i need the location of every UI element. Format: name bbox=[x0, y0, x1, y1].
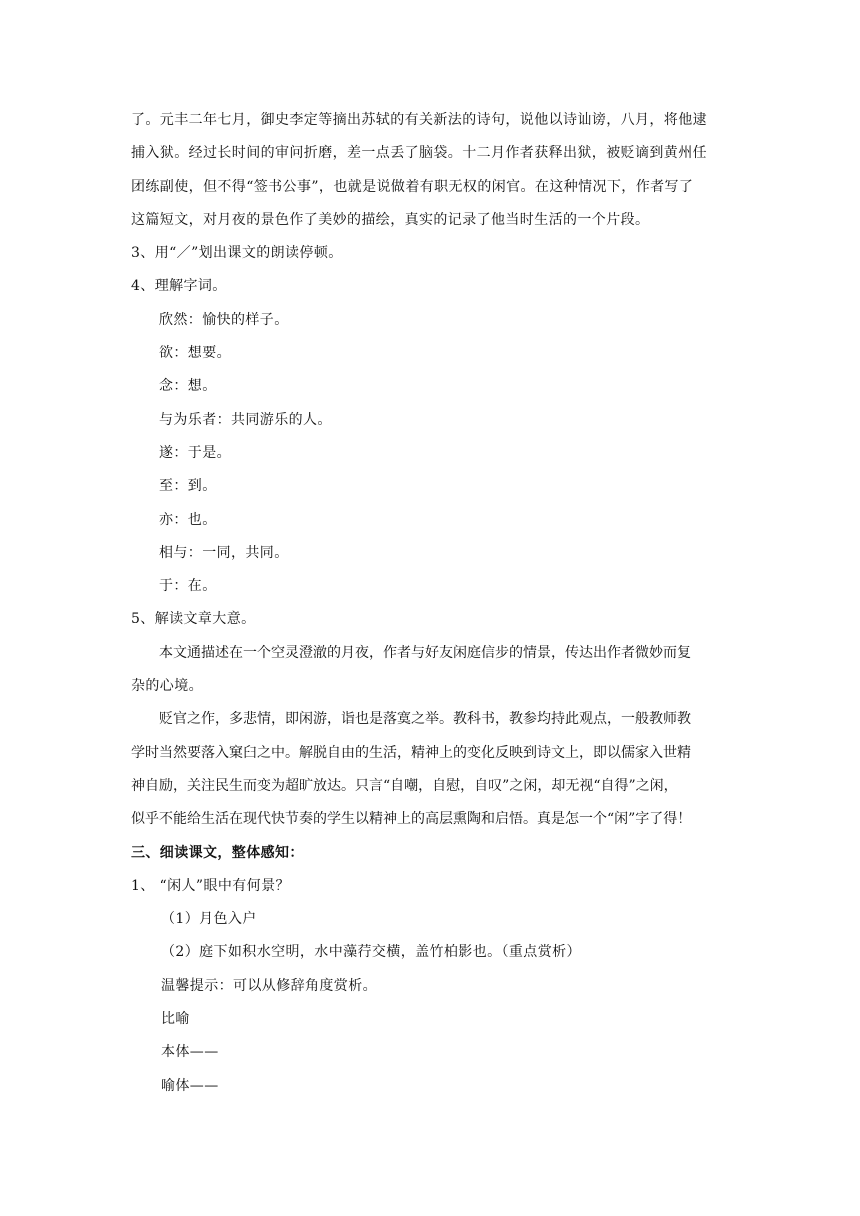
vocab-item: 与为乐者：共同游乐的人。 bbox=[159, 411, 332, 428]
vocab-item: 念：想。 bbox=[159, 378, 217, 395]
vocab-item: 于：在。 bbox=[159, 578, 217, 595]
commentary-line-1: 贬官之作，多悲情，即闲游，诣也是落寞之举。教科书，教参均持此观点，一般教师教 bbox=[159, 711, 691, 728]
q1-item-1: （1）月色入户 bbox=[161, 911, 257, 928]
vocab-item: 至：到。 bbox=[159, 478, 217, 495]
summary-line-2: 杂的心境。 bbox=[131, 678, 203, 695]
commentary-line-4: 似乎不能给生活在现代快节奏的学生以精神上的高层熏陶和启悟。真是怎一个“闲”字了得！ bbox=[131, 811, 692, 828]
intro-line-2: 捕入狱。经过长时间的审问折磨，差一点丢了脑袋。十二月作者获释出狱，被贬谪到黄州任 bbox=[131, 145, 707, 162]
vocab-item: 亦：也。 bbox=[159, 511, 217, 528]
vocab-item: 欲：想要。 bbox=[159, 345, 231, 362]
intro-line-4: 这篇短文，对月夜的景色作了美妙的描绘，真实的记录了他当时生活的一个片段。 bbox=[131, 211, 650, 228]
item-3: 3、用“／”划出课文的朗读停顿。 bbox=[131, 245, 343, 262]
hint-line: 温馨提示：可以从修辞角度赏析。 bbox=[161, 977, 377, 994]
vocab-item: 遂：于是。 bbox=[159, 444, 231, 461]
vocab-item: 欣然：愉快的样子。 bbox=[159, 311, 289, 328]
item-5: 5、解读文章大意。 bbox=[131, 611, 256, 628]
intro-line-1: 了。元丰二年七月，御史李定等摘出苏轼的有关新法的诗句，说他以诗讪谤，八月，将他逮 bbox=[131, 112, 707, 128]
question-1: 1、 “闲人”眼中有何景？ bbox=[131, 877, 290, 894]
q1-item-2: （2）庭下如积水空明，水中藻荇交横，盖竹柏影也。（重点赏析） bbox=[161, 944, 581, 961]
document-body bbox=[131, 104, 731, 1103]
item-4: 4、理解字词。 bbox=[131, 278, 227, 295]
intro-line-3: 团练副使，但不得“签书公事”，也就是说做着有职无权的闲官。在这种情况下，作者写了 bbox=[131, 178, 694, 195]
commentary-line-3: 神自励，关注民生而变为超旷放达。只言“自嘲，自慰，自叹”之闲，却无视“自得”之闲， bbox=[131, 777, 678, 794]
hint-line: 比喻 bbox=[161, 1011, 190, 1028]
hint-line: 本体—— bbox=[161, 1044, 219, 1061]
commentary-line-2: 学时当然要落入窠臼之中。解脱自由的生活，精神上的变化反映到诗文上，即以儒家入世精 bbox=[131, 744, 691, 761]
vocab-item: 相与：一同，共同。 bbox=[159, 544, 289, 561]
section-3-heading: 三、细读课文，整体感知： bbox=[131, 844, 304, 861]
summary-line-1: 本文通描述在一个空灵澄澈的月夜，作者与好友闲庭信步的情景，传达出作者微妙而复 bbox=[159, 644, 691, 661]
hint-line: 喻体—— bbox=[161, 1077, 219, 1094]
